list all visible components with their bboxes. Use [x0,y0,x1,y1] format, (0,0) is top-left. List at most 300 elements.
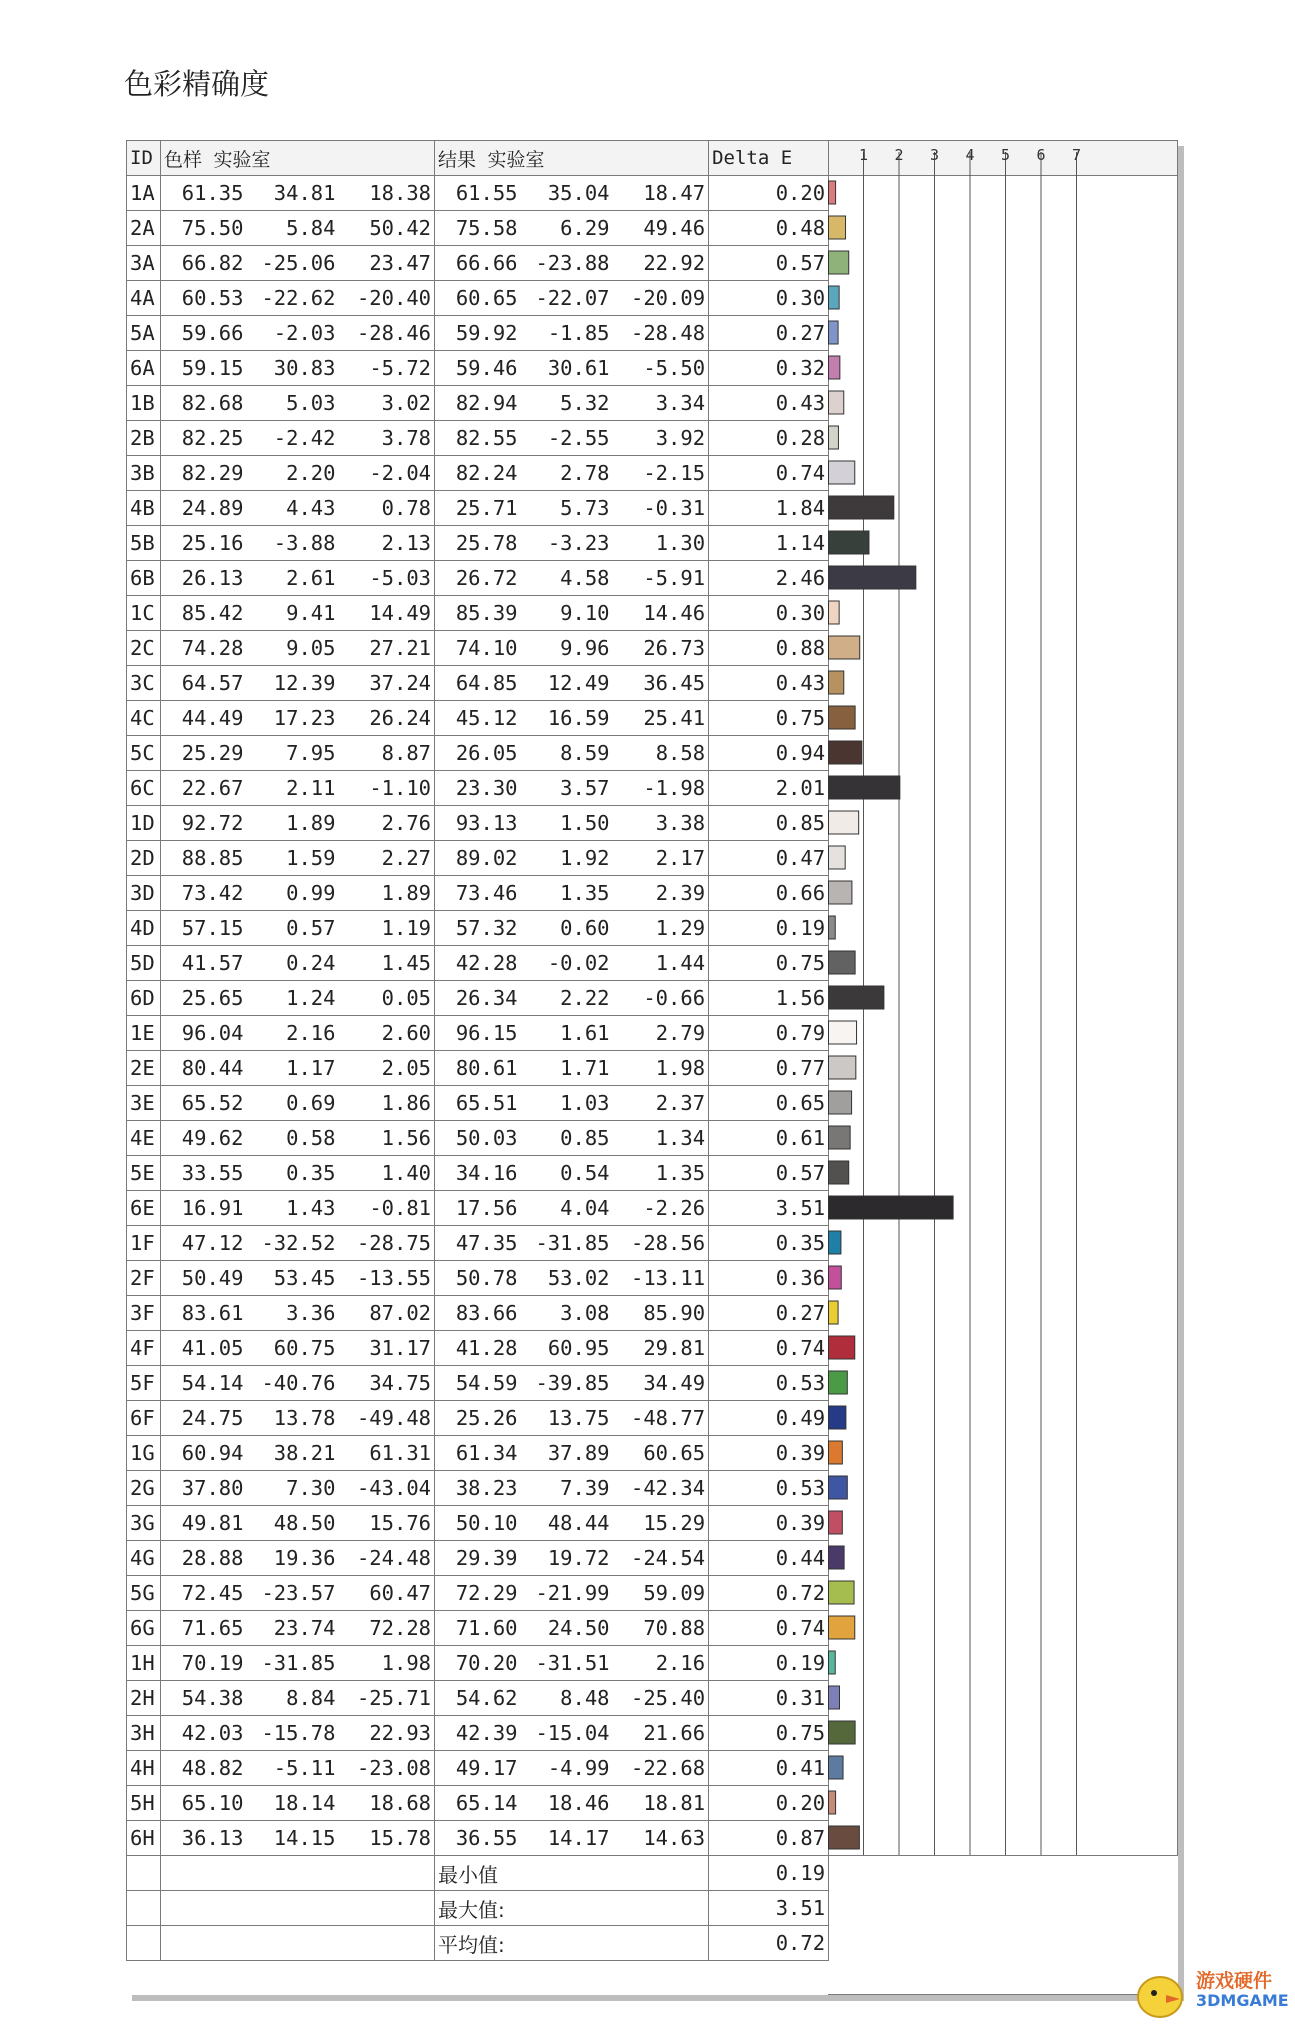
result-lab-2: 3.38 [613,806,709,841]
table-row [127,1121,829,1156]
result-lab-0: 60.65 [435,281,521,316]
sample-lab-1: 9.41 [247,596,339,631]
summary-empty-id [127,1891,161,1926]
delta-e-bar [829,1056,856,1079]
sample-lab-0: 75.50 [161,211,247,246]
row-id: 3G [127,1506,161,1541]
delta-e-bar [829,1616,855,1639]
row-id: 1C [127,596,161,631]
row-id: 4H [127,1751,161,1786]
result-lab-0: 70.20 [435,1646,521,1681]
sample-lab-2: -0.81 [339,1191,435,1226]
row-id: 3C [127,666,161,701]
sample-lab-1: -31.85 [247,1646,339,1681]
delta-e-bar [829,951,856,974]
row-id: 5D [127,946,161,981]
result-lab-1: 5.73 [521,491,613,526]
result-lab-1: 1.71 [521,1051,613,1086]
delta-e-value: 2.46 [709,561,829,596]
sample-lab-2: 27.21 [339,631,435,666]
result-lab-1: 1.03 [521,1086,613,1121]
delta-e-bar [829,566,916,589]
result-lab-2: 25.41 [613,701,709,736]
delta-e-bar [829,216,846,239]
row-id: 1A [127,176,161,211]
delta-e-value: 0.61 [709,1121,829,1156]
result-lab-2: 70.88 [613,1611,709,1646]
sample-lab-0: 54.14 [161,1366,247,1401]
result-lab-2: -42.34 [613,1471,709,1506]
sample-lab-0: 22.67 [161,771,247,806]
sample-lab-1: 0.99 [247,876,339,911]
sample-lab-0: 60.53 [161,281,247,316]
delta-e-bar [829,706,856,729]
result-lab-1: 1.92 [521,841,613,876]
sample-lab-2: -20.40 [339,281,435,316]
sample-lab-2: -2.04 [339,456,435,491]
result-lab-2: -5.50 [613,351,709,386]
sample-lab-2: -1.10 [339,771,435,806]
delta-e-value: 0.36 [709,1261,829,1296]
sample-lab-2: -28.75 [339,1226,435,1261]
sample-lab-2: 72.28 [339,1611,435,1646]
result-lab-0: 50.78 [435,1261,521,1296]
row-id: 5C [127,736,161,771]
result-lab-2: 60.65 [613,1436,709,1471]
delta-e-bar [829,1371,848,1394]
result-lab-2: -1.98 [613,771,709,806]
result-lab-2: 2.37 [613,1086,709,1121]
delta-e-bar [829,1161,849,1184]
sample-lab-2: 1.56 [339,1121,435,1156]
sample-lab-2: -49.48 [339,1401,435,1436]
summary-empty-id [127,1856,161,1891]
result-lab-1: 9.96 [521,631,613,666]
result-lab-0: 75.58 [435,211,521,246]
table-row [127,1261,829,1296]
row-id: 6C [127,771,161,806]
delta-e-bar [829,741,862,764]
table-row [127,1331,829,1366]
sample-lab-2: 3.78 [339,421,435,456]
delta-e-bar [829,671,844,694]
delta-e-bar [829,811,859,834]
sample-lab-1: -22.62 [247,281,339,316]
sample-lab-0: 25.16 [161,526,247,561]
color-accuracy-sheet [126,140,1178,1995]
result-lab-1: 1.50 [521,806,613,841]
sample-lab-1: 8.84 [247,1681,339,1716]
row-id: 3B [127,456,161,491]
delta-e-value: 0.47 [709,841,829,876]
result-lab-2: 49.46 [613,211,709,246]
sample-lab-0: 49.81 [161,1506,247,1541]
delta-e-bar [829,426,839,449]
sample-lab-2: 2.60 [339,1016,435,1051]
result-lab-1: -15.04 [521,1716,613,1751]
result-lab-0: 38.23 [435,1471,521,1506]
result-lab-0: 41.28 [435,1331,521,1366]
sample-lab-1: 4.43 [247,491,339,526]
table-row [127,1296,829,1331]
sample-lab-0: 60.94 [161,1436,247,1471]
delta-e-bar [829,1196,954,1219]
result-lab-2: 3.92 [613,421,709,456]
delta-e-value: 0.49 [709,1401,829,1436]
table-row [127,1226,829,1261]
delta-e-bar [829,1546,845,1569]
sample-lab-2: 1.86 [339,1086,435,1121]
sample-lab-2: 1.40 [339,1156,435,1191]
sample-lab-0: 96.04 [161,1016,247,1051]
sample-lab-0: 37.80 [161,1471,247,1506]
delta-e-value: 0.27 [709,1296,829,1331]
header-row [127,141,829,176]
delta-e-bar [829,286,840,309]
result-lab-0: 29.39 [435,1541,521,1576]
header-delta: Delta E [709,141,829,176]
result-lab-0: 50.03 [435,1121,521,1156]
sample-lab-0: 25.29 [161,736,247,771]
result-lab-2: 36.45 [613,666,709,701]
row-id: 1G [127,1436,161,1471]
delta-e-bar [829,1756,844,1779]
result-lab-1: -3.23 [521,526,613,561]
delta-e-bar [829,391,844,414]
sample-lab-2: 34.75 [339,1366,435,1401]
delta-e-bar [829,1301,839,1324]
result-lab-1: 37.89 [521,1436,613,1471]
delta-e-value: 0.87 [709,1821,829,1856]
table-row [127,806,829,841]
table-row [127,1576,829,1611]
sample-lab-0: 24.75 [161,1401,247,1436]
delta-e-value: 0.32 [709,351,829,386]
result-lab-1: -39.85 [521,1366,613,1401]
result-lab-2: 85.90 [613,1296,709,1331]
sample-lab-1: -3.88 [247,526,339,561]
table-row [127,946,829,981]
result-lab-1: 18.46 [521,1786,613,1821]
result-lab-0: 25.78 [435,526,521,561]
sample-lab-0: 70.19 [161,1646,247,1681]
row-id: 1H [127,1646,161,1681]
table-row [127,876,829,911]
result-lab-1: -31.85 [521,1226,613,1261]
result-lab-0: 65.51 [435,1086,521,1121]
result-lab-1: -2.55 [521,421,613,456]
sample-lab-1: 9.05 [247,631,339,666]
row-id: 5B [127,526,161,561]
row-id: 4F [127,1331,161,1366]
result-lab-2: 14.63 [613,1821,709,1856]
table-row [127,1436,829,1471]
sample-lab-2: -28.46 [339,316,435,351]
delta-e-bar [829,356,840,379]
sample-lab-1: 0.24 [247,946,339,981]
delta-e-value: 0.44 [709,1541,829,1576]
row-id: 2B [127,421,161,456]
summary-row [127,1856,829,1891]
result-lab-0: 82.55 [435,421,521,456]
delta-e-value: 1.56 [709,981,829,1016]
sample-lab-1: 13.78 [247,1401,339,1436]
sample-lab-0: 61.35 [161,176,247,211]
table-row [127,386,829,421]
sample-lab-2: 0.78 [339,491,435,526]
sample-lab-1: -25.06 [247,246,339,281]
summary-empty-sample [161,1926,435,1961]
result-lab-0: 59.92 [435,316,521,351]
sheet-shadow-bottom [132,1995,1184,2001]
sample-lab-0: 82.29 [161,456,247,491]
sample-lab-2: -5.03 [339,561,435,596]
sample-lab-0: 41.57 [161,946,247,981]
result-lab-0: 72.29 [435,1576,521,1611]
result-lab-1: 19.72 [521,1541,613,1576]
result-lab-0: 25.71 [435,491,521,526]
delta-e-value: 0.85 [709,806,829,841]
row-id: 5F [127,1366,161,1401]
delta-e-bar [829,846,846,869]
sample-lab-0: 92.72 [161,806,247,841]
result-lab-1: 16.59 [521,701,613,736]
delta-e-bar [829,1791,836,1814]
delta-e-value: 0.74 [709,456,829,491]
sample-lab-2: 23.47 [339,246,435,281]
sample-lab-1: -2.42 [247,421,339,456]
table-row [127,1401,829,1436]
sample-lab-1: 1.43 [247,1191,339,1226]
result-lab-0: 26.72 [435,561,521,596]
sample-lab-0: 36.13 [161,1821,247,1856]
result-lab-2: 21.66 [613,1716,709,1751]
result-lab-1: -0.02 [521,946,613,981]
sample-lab-2: -13.55 [339,1261,435,1296]
sample-lab-0: 42.03 [161,1716,247,1751]
sample-lab-1: 12.39 [247,666,339,701]
delta-e-value: 0.20 [709,1786,829,1821]
row-id: 2C [127,631,161,666]
result-lab-2: 18.47 [613,176,709,211]
delta-e-value: 1.14 [709,526,829,561]
result-lab-0: 80.61 [435,1051,521,1086]
sample-lab-2: 15.78 [339,1821,435,1856]
row-id: 3D [127,876,161,911]
table-row [127,1086,829,1121]
sample-lab-0: 41.05 [161,1331,247,1366]
row-id: 3A [127,246,161,281]
result-lab-1: -4.99 [521,1751,613,1786]
result-lab-0: 85.39 [435,596,521,631]
result-lab-2: 2.79 [613,1016,709,1051]
row-id: 6B [127,561,161,596]
sample-lab-2: 87.02 [339,1296,435,1331]
result-lab-2: -28.48 [613,316,709,351]
sample-lab-2: 26.24 [339,701,435,736]
table-row [127,421,829,456]
row-id: 2E [127,1051,161,1086]
x-tick-label: 1 [858,146,869,164]
sample-lab-2: 1.45 [339,946,435,981]
row-id: 6F [127,1401,161,1436]
delta-e-bar [829,881,852,904]
sheet-shadow-right [1178,146,1184,2001]
result-lab-1: 4.04 [521,1191,613,1226]
sample-lab-1: 2.11 [247,771,339,806]
sample-lab-1: 2.61 [247,561,339,596]
header-id: ID [127,141,161,176]
sample-lab-2: -24.48 [339,1541,435,1576]
delta-e-bar [829,1686,840,1709]
result-lab-2: -2.15 [613,456,709,491]
row-id: 6H [127,1821,161,1856]
result-lab-0: 61.34 [435,1436,521,1471]
table-row [127,1751,829,1786]
sample-lab-0: 66.82 [161,246,247,281]
result-lab-2: 15.29 [613,1506,709,1541]
delta-e-value: 0.79 [709,1016,829,1051]
result-lab-2: 59.09 [613,1576,709,1611]
sample-lab-1: 7.30 [247,1471,339,1506]
result-lab-1: 9.10 [521,596,613,631]
result-lab-0: 57.32 [435,911,521,946]
delta-e-value: 0.41 [709,1751,829,1786]
summary-row [127,1926,829,1961]
result-lab-0: 23.30 [435,771,521,806]
sample-lab-2: 61.31 [339,1436,435,1471]
sample-lab-1: 2.16 [247,1016,339,1051]
table-row [127,841,829,876]
result-lab-0: 65.14 [435,1786,521,1821]
sample-lab-1: 1.17 [247,1051,339,1086]
sample-lab-1: 5.03 [247,386,339,421]
result-lab-2: 1.44 [613,946,709,981]
delta-e-value: 0.74 [709,1611,829,1646]
delta-e-value: 2.01 [709,771,829,806]
delta-e-bar [829,1406,846,1429]
sample-lab-1: -40.76 [247,1366,339,1401]
sample-lab-2: -5.72 [339,351,435,386]
sample-lab-2: 2.05 [339,1051,435,1086]
sample-lab-1: -32.52 [247,1226,339,1261]
x-tick-label: 2 [894,146,904,164]
row-id: 6A [127,351,161,386]
table-row [127,351,829,386]
delta-e-value: 1.84 [709,491,829,526]
sample-lab-0: 82.68 [161,386,247,421]
result-lab-2: 2.17 [613,841,709,876]
sample-lab-1: 14.15 [247,1821,339,1856]
sample-lab-1: 3.36 [247,1296,339,1331]
result-lab-2: 1.34 [613,1121,709,1156]
result-lab-0: 54.59 [435,1366,521,1401]
delta-e-bar [829,496,894,519]
delta-e-bar [829,1826,860,1849]
row-id: 1B [127,386,161,421]
sample-lab-1: 0.58 [247,1121,339,1156]
result-lab-1: 48.44 [521,1506,613,1541]
delta-e-value: 0.20 [709,176,829,211]
result-lab-1: 35.04 [521,176,613,211]
sample-lab-2: -23.08 [339,1751,435,1786]
sample-lab-0: 57.15 [161,911,247,946]
result-lab-0: 83.66 [435,1296,521,1331]
delta-e-value: 0.30 [709,281,829,316]
table-row [127,1471,829,1506]
sample-lab-1: -23.57 [247,1576,339,1611]
x-tick-label: 6 [1036,146,1046,164]
table-row [127,456,829,491]
sample-lab-1: 18.14 [247,1786,339,1821]
sample-lab-0: 64.57 [161,666,247,701]
table-row [127,316,829,351]
sample-lab-0: 65.52 [161,1086,247,1121]
sample-lab-0: 59.15 [161,351,247,386]
row-id: 5G [127,1576,161,1611]
summary-value: 3.51 [709,1891,829,1926]
result-lab-1: 0.60 [521,911,613,946]
sample-lab-1: 1.89 [247,806,339,841]
header-result: 结果 实验室 [435,141,709,176]
result-lab-1: 1.35 [521,876,613,911]
summary-label: 最小值 [435,1856,709,1891]
result-lab-0: 42.28 [435,946,521,981]
sample-lab-0: 73.42 [161,876,247,911]
sample-lab-2: 31.17 [339,1331,435,1366]
summary-empty-id [127,1926,161,1961]
result-lab-1: 8.48 [521,1681,613,1716]
result-lab-2: 1.29 [613,911,709,946]
sample-lab-2: 18.68 [339,1786,435,1821]
sample-lab-2: 1.19 [339,911,435,946]
sample-lab-1: 38.21 [247,1436,339,1471]
row-id: 1F [127,1226,161,1261]
result-lab-0: 93.13 [435,806,521,841]
sample-lab-2: 15.76 [339,1506,435,1541]
row-id: 1D [127,806,161,841]
sample-lab-0: 49.62 [161,1121,247,1156]
delta-e-value: 0.57 [709,246,829,281]
sample-lab-2: 50.42 [339,211,435,246]
page-title: 色彩精确度 [124,67,270,101]
delta-e-value: 0.39 [709,1436,829,1471]
delta-e-bar [829,321,839,344]
result-lab-0: 96.15 [435,1016,521,1051]
table-row [127,1646,829,1681]
result-lab-2: -2.26 [613,1191,709,1226]
table-row [127,211,829,246]
delta-e-bar [829,1441,843,1464]
sample-lab-2: 8.87 [339,736,435,771]
delta-e-bar [829,1476,848,1499]
summary-row [127,1891,829,1926]
row-id: 6E [127,1191,161,1226]
delta-e-bar [829,1511,843,1534]
result-lab-2: -24.54 [613,1541,709,1576]
chick-logo-icon [1130,1963,1190,2023]
table-row [127,176,829,211]
delta-e-bar [829,181,836,204]
result-lab-1: 2.78 [521,456,613,491]
table-row [127,701,829,736]
sample-lab-1: 2.20 [247,456,339,491]
delta-e-value: 0.39 [709,1506,829,1541]
sample-lab-2: 3.02 [339,386,435,421]
result-lab-2: -0.66 [613,981,709,1016]
table-row [127,281,829,316]
result-lab-1: 2.22 [521,981,613,1016]
